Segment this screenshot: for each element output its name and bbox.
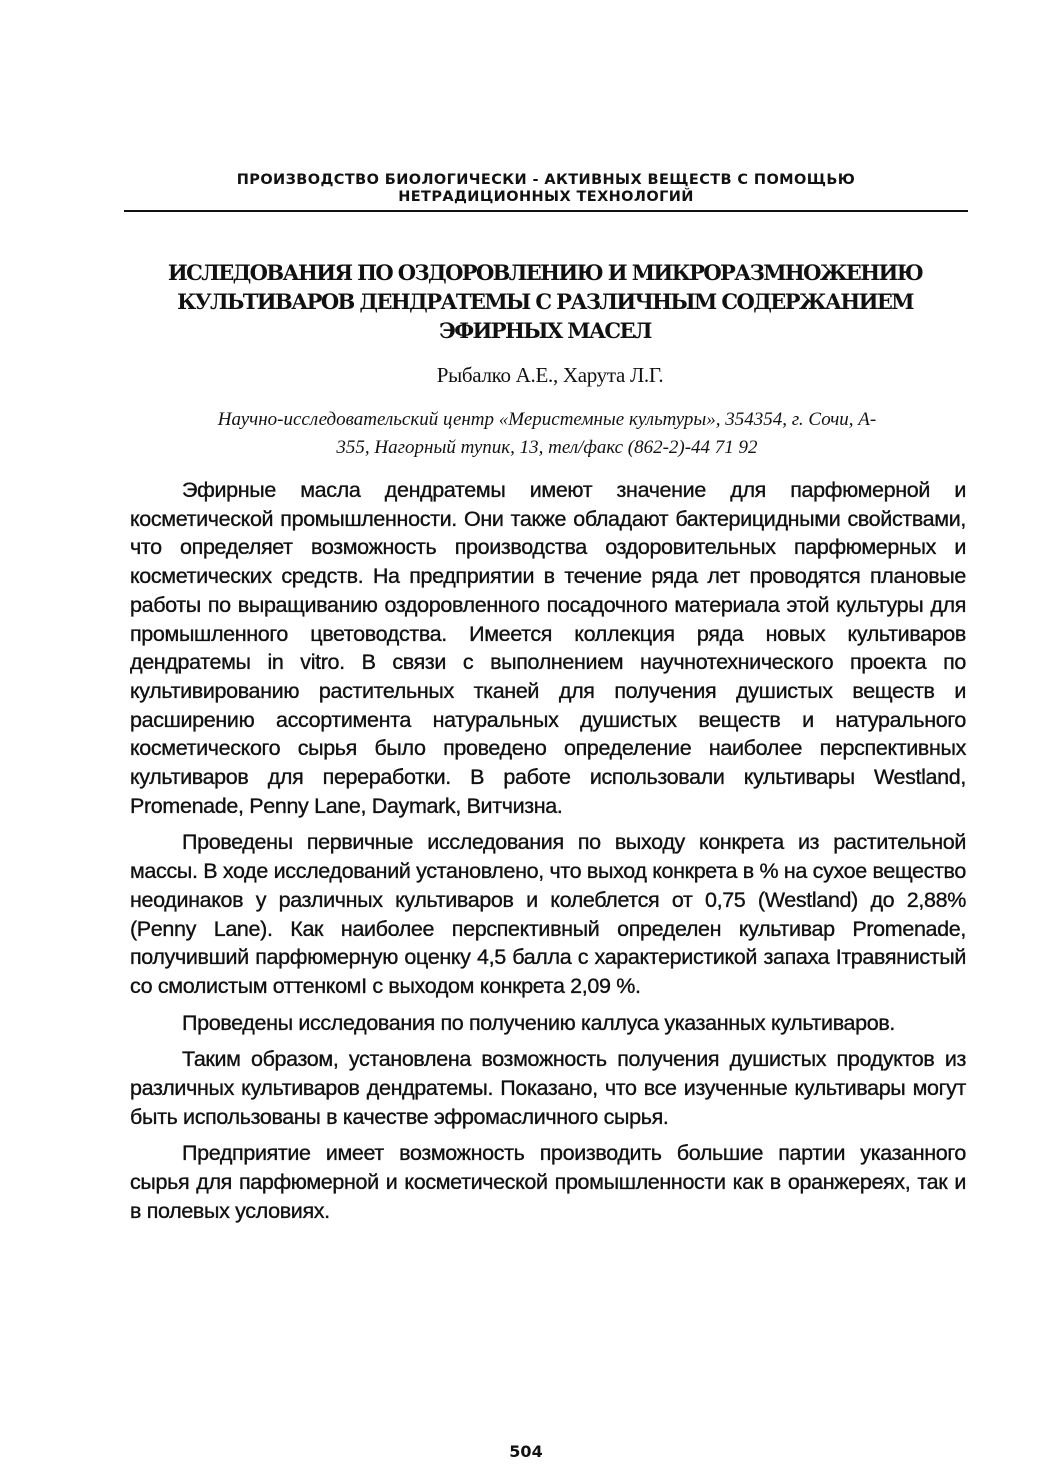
page-number: 504 bbox=[509, 1442, 543, 1461]
article-body bbox=[130, 476, 966, 1226]
title-line-2: КУЛЬТИВАРОВ ДЕНДРАТЕМЫ С РАЗЛИЧНЫМ СОДЕРЖАНИЕМ bbox=[177, 289, 913, 314]
article-title bbox=[120, 258, 970, 345]
header-divider bbox=[124, 210, 968, 212]
paragraph-3: Проведены исследования по получению каллуса указанных культиваров. bbox=[182, 1010, 896, 1035]
affiliation bbox=[128, 406, 966, 462]
paragraph-4: Таким образом, установлена возможность получения душистых продуктов из различных культиваров дендратемы. Показано, что все изученные культивары могут быть использованы в качестве эфромасличного сырья. bbox=[130, 1047, 966, 1129]
title-line-1: ИСЛЕДОВАНИЯ ПО ОЗДОРОВЛЕНИЮ И МИКРОРАЗМНОЖЕНИЮ bbox=[167, 260, 923, 285]
title-line-3: ЭФИРНЫХ МАСЕЛ bbox=[439, 318, 651, 343]
authors: Рыбалко А.Е., Харута Л.Г. bbox=[436, 363, 664, 387]
running-head bbox=[126, 172, 966, 206]
paragraph-5: Предприятие имеет возможность производить большие партии указанного сырья для парфюмерной и косметической промышленности как в оранжереях, так и в полевых условиях. bbox=[130, 1141, 966, 1223]
running-head-line-1: ПРОИЗВОДСТВО БИОЛОГИЧЕСКИ - АКТИВНЫХ ВЕЩЕСТВ С ПОМОЩЬЮ bbox=[236, 172, 856, 188]
running-head-line-2: НЕТРАДИЦИОННЫХ ТЕХНОЛОГИЙ bbox=[398, 189, 694, 205]
paragraph-1: Эфирные масла дендратемы имеют значение для парфюмерной и косметической промышленности. Они также обладают бактерицидными свойствами, что определяет возможность производства оздоровительных парфюмерных и косметических средств. На предприятии в течение ряда лет проводятся плановые работы по выращиванию оздоровленного посадочного материала этой культуры для промышленного цветоводства. Имеется коллекция ряда новых культиваров дендратемы in vitro. В связи с выполнением научнотехнического проекта по культивированию растительных тканей для получения душистых веществ и расширению ассортимента натуральных душистых веществ и натурального косметического сырья было проведено определение наиболее перспективных культиваров для переработки. В работе использовали культивары Westland, Promenade, Penny Lane, Daymark, Витчизна. bbox=[130, 478, 966, 818]
paragraph-2: Проведены первичные исследования по выходу конкрета из растительной массы. В ходе исследований установлено, что выход конкрета в % на сухое вещество неодинаков у различных культиваров и колеблется от 0,75 (Westland) до 2,88% (Penny Lane). Как наиболее перспективный определен культивар Promenade, получивший парфюмерную оценку 4,5 балла с характеристикой запаха Iтравянистый со смолистым оттенкомI с выходом конкрета 2,09 %. bbox=[130, 830, 966, 998]
affiliation-line-2: 355, Нагорный тупик, 13, тел/факс (862-2)-44 71 92 bbox=[336, 437, 758, 458]
affiliation-line-1: Научно-исследовательский центр «Меристемные культуры», 354354, г. Сочи, А- bbox=[217, 409, 877, 430]
